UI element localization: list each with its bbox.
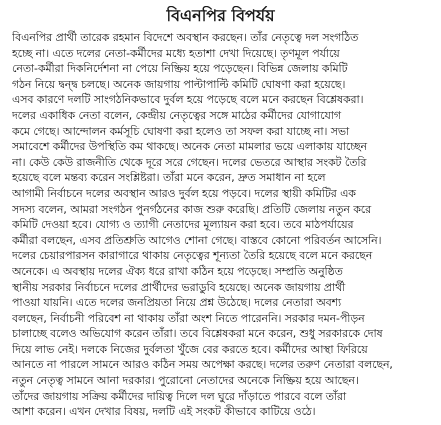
article-line: আনতে না পারলে সামনে আরও কঠিন সময় অপেক্ষা করছে। দলের তরুণ নেতারা বলছেন, <box>12 358 393 372</box>
article-line: হয়েছে বলে মন্তব্য করেন সংশ্লিষ্টরা। তাঁরা মনে করেন, দ্রুত সমাধান না হলে <box>12 171 326 185</box>
article-line: না। কেউ কেউ রাজনীতি থেকে দূরে সরে গেছেন। দলের ভেতরে আস্থার সংকট তৈরি <box>12 155 367 169</box>
article-line: চালাচ্ছে বলেও অভিযোগ করেন তাঁরা। তবে বিশ্লেষকরা মনে করেন, শুধু সরকারকে দোষ <box>12 327 383 341</box>
article-line: অনেকে। এ অবস্থায় দলের ঐক্য ধরে রাখা কঠিন হয়ে পড়েছে। সম্প্রতি অনুষ্ঠিত <box>12 264 343 278</box>
article-line: দলের একাধিক নেতা বলেন, কেন্দ্রীয় নেতৃত্বের সঙ্গে মাঠের কর্মীদের যোগাযোগ <box>12 108 341 122</box>
article-line: পাওয়া যায়নি। এতে দলের জনপ্রিয়তা নিয়ে প্রশ্ন উঠেছে। দলের নেতারা অবশ্য <box>12 296 342 310</box>
article-line: তাঁদের জায়গায় সক্রিয় কর্মীদের দায়িত্ব দিলে দল ঘুরে দাঁড়াতে পারবে বলে তাঁরা <box>12 389 347 403</box>
article-line: আগামী নির্বাচনে দলের অবস্থান আরও দুর্বল হয়ে পড়বে। দলের স্থায়ী কমিটির এক <box>12 186 356 200</box>
article-line: কমিটি দেওয়া হবে। যোগ্য ও ত্যাগী নেতাদের মূল্যায়ন করা হবে। তবে মাঠপর্যায়ের <box>12 218 354 232</box>
article-line: দিয়ে লাভ নেই। দলকে নিজের দুর্বলতা খুঁজে বের করতে হবে। কর্মীদের আস্থা ফিরিয়ে <box>12 342 368 356</box>
article-line: কমে গেছে। আন্দোলন কর্মসূচি ঘোষণা করা হলেও তা সফল করা যাচ্ছে না। সভা <box>12 124 350 138</box>
article-line: নেতা-কর্মীরা দিকনির্দেশনা না পেয়ে নিষ্ক্রিয় হয়ে পড়েছেন। বিভিন্ন জেলায় কমিটি <box>12 62 348 76</box>
article-line: কর্মীরা বলছেন, এসব প্রতিশ্রুতি আগেও শোনা গেছে। বাস্তবে কোনো পরিবর্তন আসেনি। <box>12 233 382 247</box>
article-line: সমাবেশে কর্মীদের উপস্থিতি কম থাকছে। অনেক নেতা মামলার ভয়ে এলাকায় যাচ্ছেন <box>12 140 367 154</box>
article-line: দলের চেয়ারপারসন কারাগারে থাকায় নেতৃত্বের শূন্যতা তৈরি হয়েছে বলে মনে করছেন <box>12 249 373 263</box>
article-line: গঠন নিয়ে দ্বন্দ্ব চলছে। অনেক জায়গায় পাল্টাপাল্টি কমিটি ঘোষণা করা হয়েছে। <box>12 77 346 91</box>
article-line: এসব কারণে দলটি সাংগঠনিকভাবে দুর্বল হয়ে পড়েছে বলে মনে করছেন বিশ্লেষকরা। <box>12 93 364 107</box>
article-line: স্থানীয় সরকার নির্বাচনে দলের প্রার্থীদের ভরাডুবি হয়েছে। অনেক জায়গায় প্রার্থী <box>12 280 346 294</box>
article-body <box>12 30 429 425</box>
article-headline: বিএনপির বিপর্যয় <box>166 6 275 25</box>
article-line: বিএনপির প্রার্থী তারেক রহমান বিদেশে অবস্থান করছেন। তাঁর নেতৃত্বে দল সংগঠিত <box>12 31 359 44</box>
article-line: হচ্ছে না। এতে দলের নেতা-কর্মীদের মধ্যে হতাশা দেখা দিয়েছে। তৃণমূল পর্যায়ে <box>12 46 340 60</box>
article-line: নতুন নেতৃত্ব সামনে আনা দরকার। পুরোনো নেতাদের অনেকে নিষ্ক্রিয় হয়ে আছেন। <box>12 374 359 388</box>
article-line: আশা করেন। এখন দেখার বিষয়, দলটি এই সংকট কীভাবে কাটিয়ে ওঠে। <box>12 405 316 419</box>
article-line: সদস্য বলেন, আমরা সংগঠন পুনর্গঠনের কাজ শুরু করেছি। প্রতিটি জেলায় নতুন করে <box>12 202 372 216</box>
article-line: বলছেন, নির্বাচনী পরিবেশ না থাকায় তাঁরা অংশ নিতে পারেননি। সরকার দমন-পীড়ন <box>12 311 365 325</box>
